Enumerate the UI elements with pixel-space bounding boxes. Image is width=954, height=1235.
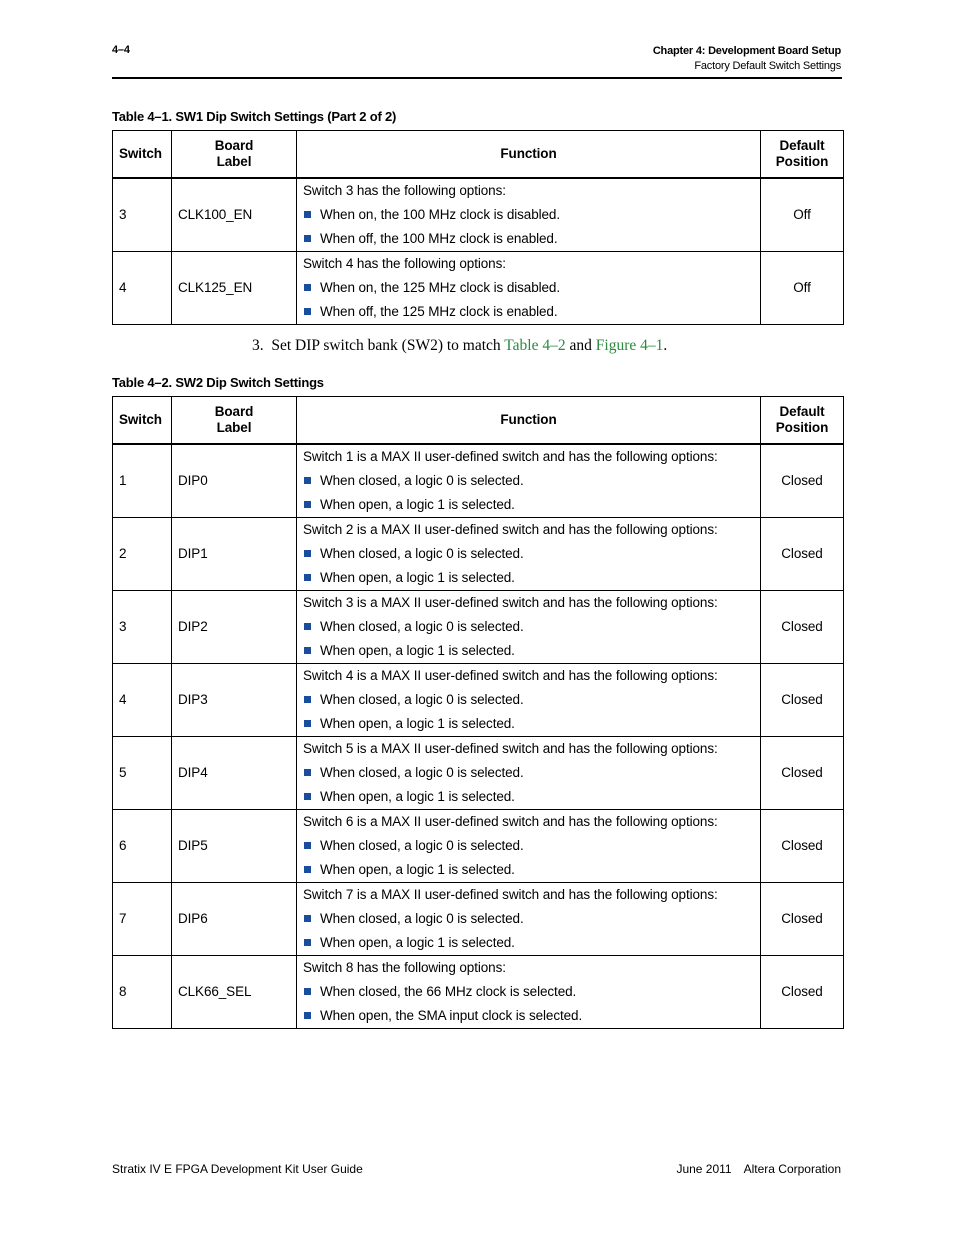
header-board-label <box>172 131 297 178</box>
switch-number: 5 <box>113 736 172 809</box>
square-bullet-icon <box>304 696 311 703</box>
running-header <box>653 44 841 74</box>
function-bullet-item <box>303 834 754 858</box>
square-bullet-icon <box>304 915 311 922</box>
figure-4-1-link[interactable]: Figure 4–1 <box>595 337 664 354</box>
table2 <box>112 396 844 1029</box>
table1 <box>112 130 844 325</box>
table-row <box>113 955 844 1028</box>
function-bullet-item <box>303 931 754 955</box>
table-row <box>113 178 844 252</box>
switch-number: 1 <box>113 444 172 518</box>
function-bullet-item <box>303 761 754 785</box>
chapter-title: Chapter 4: Development Board Setup <box>652 45 841 57</box>
default-position: Closed <box>761 590 844 663</box>
step-text: Set DIP switch bank (SW2) to match <box>271 337 501 354</box>
switch-number: 4 <box>113 251 172 324</box>
default-position: Closed <box>761 663 844 736</box>
function-cell <box>297 809 761 882</box>
board-label: DIP6 <box>172 882 297 955</box>
switch-number: 3 <box>113 178 172 252</box>
default-position: Off <box>761 178 844 252</box>
header-default-position <box>761 131 844 178</box>
bullet-text: When off, the 100 MHz clock is enabled. <box>320 230 558 246</box>
function-intro: Switch 6 is a MAX II user-defined switch and has the following options: <box>303 813 718 829</box>
square-bullet-icon <box>304 308 311 315</box>
function-bullet-item <box>303 785 754 809</box>
function-bullet-item <box>303 300 754 324</box>
footer-doc-title: Stratix IV E FPGA Development Kit User Guide <box>112 1162 363 1176</box>
square-bullet-icon <box>304 284 311 291</box>
function-intro: Switch 5 is a MAX II user-defined switch and has the following options: <box>303 740 718 756</box>
bullet-text: When on, the 125 MHz clock is disabled. <box>320 279 560 295</box>
board-label: CLK100_EN <box>172 178 297 252</box>
function-bullet-item <box>303 615 754 639</box>
function-intro: Switch 4 is a MAX II user-defined switch and has the following options: <box>303 667 718 683</box>
bullet-text: When closed, a logic 0 is selected. <box>320 618 524 634</box>
square-bullet-icon <box>304 501 311 508</box>
function-bullet-item <box>303 542 754 566</box>
square-bullet-icon <box>304 574 311 581</box>
bullet-text: When closed, a logic 0 is selected. <box>320 764 524 780</box>
function-bullet-item <box>303 712 754 736</box>
step-period: . <box>663 337 668 354</box>
function-intro: Switch 1 is a MAX II user-defined switch and has the following options: <box>303 448 718 464</box>
square-bullet-icon <box>304 842 311 849</box>
function-bullet-item <box>303 203 754 227</box>
bullet-text: When open, a logic 1 is selected. <box>320 934 515 950</box>
default-position: Closed <box>761 736 844 809</box>
default-position: Closed <box>761 809 844 882</box>
square-bullet-icon <box>304 866 311 873</box>
switch-number: 4 <box>113 663 172 736</box>
square-bullet-icon <box>304 647 311 654</box>
bullet-text: When closed, a logic 0 is selected. <box>320 545 524 561</box>
function-bullet-item <box>303 907 754 931</box>
bullet-text: When on, the 100 MHz clock is disabled. <box>320 206 560 222</box>
table-row <box>113 251 844 324</box>
table1-caption: Table 4–1. SW1 Dip Switch Settings (Part 2 of 2) <box>112 109 397 124</box>
function-intro: Switch 4 has the following options: <box>303 255 506 271</box>
function-cell <box>297 251 761 324</box>
function-bullet-item <box>303 566 754 590</box>
board-label: DIP0 <box>172 444 297 518</box>
header-function: Function <box>297 131 761 178</box>
header-default-position <box>761 397 844 444</box>
table-row <box>113 736 844 809</box>
bullet-text: When open, a logic 1 is selected. <box>320 715 515 731</box>
board-label: DIP2 <box>172 590 297 663</box>
function-bullet-item <box>303 227 754 251</box>
table2-header-row <box>113 397 844 444</box>
board-label: DIP3 <box>172 663 297 736</box>
table-row <box>113 517 844 590</box>
header-default-position-text: Default Position <box>775 403 829 435</box>
switch-number: 3 <box>113 590 172 663</box>
function-bullet-item <box>303 493 754 517</box>
square-bullet-icon <box>304 550 311 557</box>
header-switch: Switch <box>113 131 172 178</box>
function-cell <box>297 178 761 252</box>
switch-number: 2 <box>113 517 172 590</box>
bullet-text: When open, a logic 1 is selected. <box>320 642 515 658</box>
switch-number: 7 <box>113 882 172 955</box>
square-bullet-icon <box>304 720 311 727</box>
bullet-text: When open, a logic 1 is selected. <box>320 788 515 804</box>
square-bullet-icon <box>304 1012 311 1019</box>
table-row <box>113 444 844 518</box>
function-bullet-item <box>303 1004 754 1028</box>
function-intro: Switch 7 is a MAX II user-defined switch and has the following options: <box>303 886 718 902</box>
header-rule <box>112 77 842 79</box>
switch-number: 8 <box>113 955 172 1028</box>
default-position: Closed <box>761 517 844 590</box>
square-bullet-icon <box>304 477 311 484</box>
header-board-label-text: Board Label <box>214 403 254 435</box>
function-cell <box>297 882 761 955</box>
bullet-text: When closed, the 66 MHz clock is selected. <box>320 983 577 999</box>
step-number: 3. <box>252 337 264 354</box>
square-bullet-icon <box>304 211 311 218</box>
board-label: DIP4 <box>172 736 297 809</box>
table-4-2-link[interactable]: Table 4–2 <box>504 337 566 354</box>
bullet-text: When open, a logic 1 is selected. <box>320 569 515 585</box>
bullet-text: When closed, a logic 0 is selected. <box>320 472 524 488</box>
footer-date: June 2011 <box>676 1162 732 1176</box>
instruction-step <box>252 337 667 355</box>
table-row <box>113 663 844 736</box>
table-row <box>113 590 844 663</box>
table2-caption: Table 4–2. SW2 Dip Switch Settings <box>112 375 324 390</box>
table1-header-row <box>113 131 844 178</box>
bullet-text: When off, the 125 MHz clock is enabled. <box>320 303 558 319</box>
bullet-text: When closed, a logic 0 is selected. <box>320 691 524 707</box>
square-bullet-icon <box>304 793 311 800</box>
function-intro: Switch 3 is a MAX II user-defined switch and has the following options: <box>303 594 718 610</box>
step-text-and: and <box>569 337 592 354</box>
function-cell <box>297 663 761 736</box>
function-cell <box>297 736 761 809</box>
header-switch: Switch <box>113 397 172 444</box>
header-board-label-text: Board Label <box>214 137 254 169</box>
header-board-label <box>172 397 297 444</box>
function-bullet-item <box>303 688 754 712</box>
function-cell <box>297 955 761 1028</box>
table-row <box>113 809 844 882</box>
board-label: CLK125_EN <box>172 251 297 324</box>
function-intro: Switch 8 has the following options: <box>303 959 506 975</box>
function-bullet-item <box>303 858 754 882</box>
board-label: DIP5 <box>172 809 297 882</box>
function-cell <box>297 590 761 663</box>
footer-right <box>676 1162 841 1176</box>
function-bullet-item <box>303 276 754 300</box>
square-bullet-icon <box>304 235 311 242</box>
section-title: Factory Default Switch Settings <box>694 60 841 72</box>
square-bullet-icon <box>304 769 311 776</box>
square-bullet-icon <box>304 939 311 946</box>
function-bullet-item <box>303 639 754 663</box>
footer-company: Altera Corporation <box>743 1162 841 1176</box>
function-bullet-item <box>303 469 754 493</box>
bullet-text: When closed, a logic 0 is selected. <box>320 837 524 853</box>
default-position: Closed <box>761 955 844 1028</box>
default-position: Closed <box>761 444 844 518</box>
bullet-text: When open, the SMA input clock is selected. <box>320 1007 583 1023</box>
table-row <box>113 882 844 955</box>
default-position: Off <box>761 251 844 324</box>
bullet-text: When open, a logic 1 is selected. <box>320 861 515 877</box>
function-cell <box>297 517 761 590</box>
header-default-position-text: Default Position <box>775 137 829 169</box>
header-function: Function <box>297 397 761 444</box>
board-label: DIP1 <box>172 517 297 590</box>
function-intro: Switch 3 has the following options: <box>303 182 506 198</box>
square-bullet-icon <box>304 623 311 630</box>
square-bullet-icon <box>304 988 311 995</box>
page-number: 4–4 <box>112 44 130 56</box>
board-label: CLK66_SEL <box>172 955 297 1028</box>
function-bullet-item <box>303 980 754 1004</box>
switch-number: 6 <box>113 809 172 882</box>
bullet-text: When closed, a logic 0 is selected. <box>320 910 524 926</box>
function-intro: Switch 2 is a MAX II user-defined switch and has the following options: <box>303 521 718 537</box>
function-cell <box>297 444 761 518</box>
bullet-text: When open, a logic 1 is selected. <box>320 496 515 512</box>
default-position: Closed <box>761 882 844 955</box>
